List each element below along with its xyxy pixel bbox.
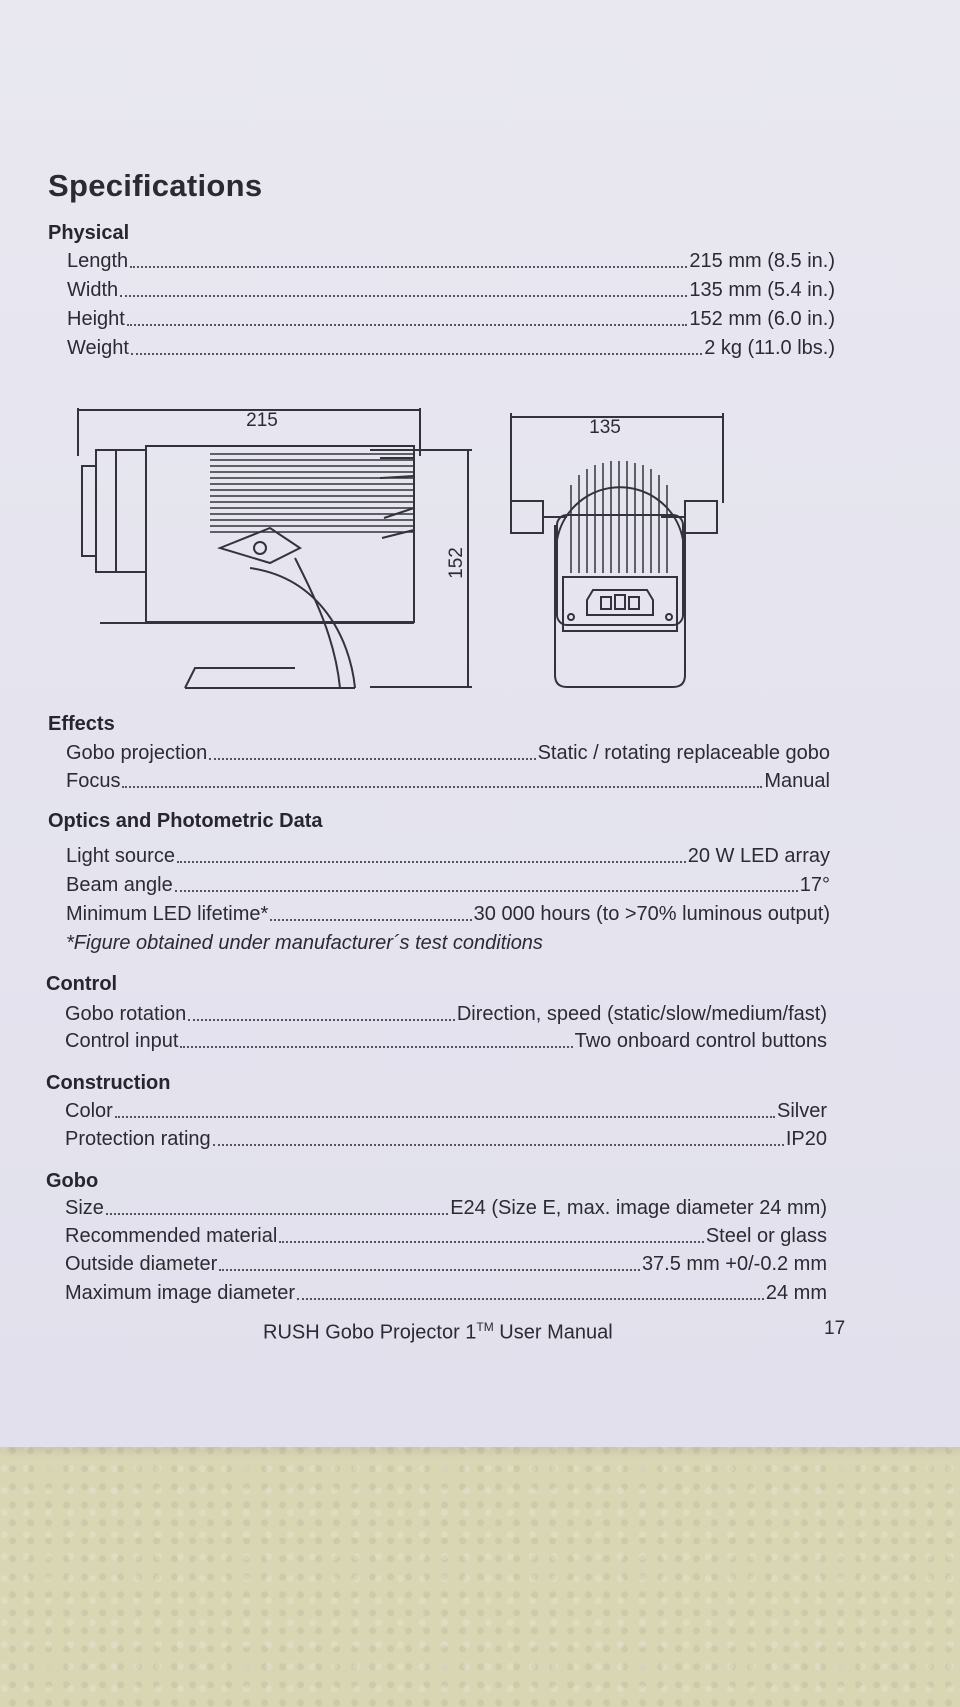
spec-row-gobo-size: Size E24 (Size E, max. image diameter 24 mm) (65, 1197, 827, 1219)
front-view-drawing (505, 405, 735, 695)
section-heading-control: Control (46, 973, 118, 995)
spec-row-color: Color Silver (65, 1100, 827, 1122)
optics-footnote: *Figure obtained under manufacturer´s test conditions (66, 932, 543, 954)
page-number: 17 (824, 1318, 846, 1339)
spec-row-weight: Weight 2 kg (11.0 lbs.) (67, 337, 835, 359)
front-width-label: 135 (589, 417, 621, 438)
table-surface (0, 1440, 960, 1707)
section-heading-physical: Physical (48, 222, 130, 244)
section-heading-effects: Effects (48, 713, 115, 735)
side-height-label: 152 (446, 547, 467, 579)
spec-row-focus: Focus Manual (66, 770, 830, 792)
spec-row-width: Width 135 mm (5.4 in.) (67, 279, 835, 301)
side-view-drawing (70, 398, 480, 698)
spec-row-gobo-projection: Gobo projection Static / rotating replaceable gobo (66, 742, 830, 764)
spec-row-light-source: Light source 20 W LED array (66, 845, 830, 867)
spec-row-beam-angle: Beam angle 17° (66, 874, 830, 896)
spec-row-length: Length 215 mm (8.5 in.) (67, 250, 835, 272)
spec-row-height: Height 152 mm (6.0 in.) (67, 308, 835, 330)
side-width-label: 215 (246, 410, 278, 431)
section-heading-optics: Optics and Photometric Data (48, 810, 323, 832)
spec-row-led-lifetime: Minimum LED lifetime* 30 000 hours (to >70% luminous output) (66, 903, 830, 925)
spec-row-gobo-rotation: Gobo rotation Direction, speed (static/slow/medium/fast) (65, 1003, 827, 1025)
spec-row-max-image-diameter: Maximum image diameter 24 mm (65, 1282, 827, 1304)
footer-manual-title: RUSH Gobo Projector 1™ User Manual (263, 1320, 613, 1344)
spec-row-outside-diameter: Outside diameter 37.5 mm +0/-0.2 mm (65, 1253, 827, 1275)
section-heading-gobo: Gobo (46, 1170, 99, 1192)
spec-row-protection-rating: Protection rating IP20 (65, 1128, 827, 1150)
page-title: Specifications (48, 168, 263, 203)
spec-row-control-input: Control input Two onboard control buttons (65, 1030, 827, 1052)
spec-row-recommended-material: Recommended material Steel or glass (65, 1225, 827, 1247)
section-heading-construction: Construction (46, 1072, 171, 1094)
